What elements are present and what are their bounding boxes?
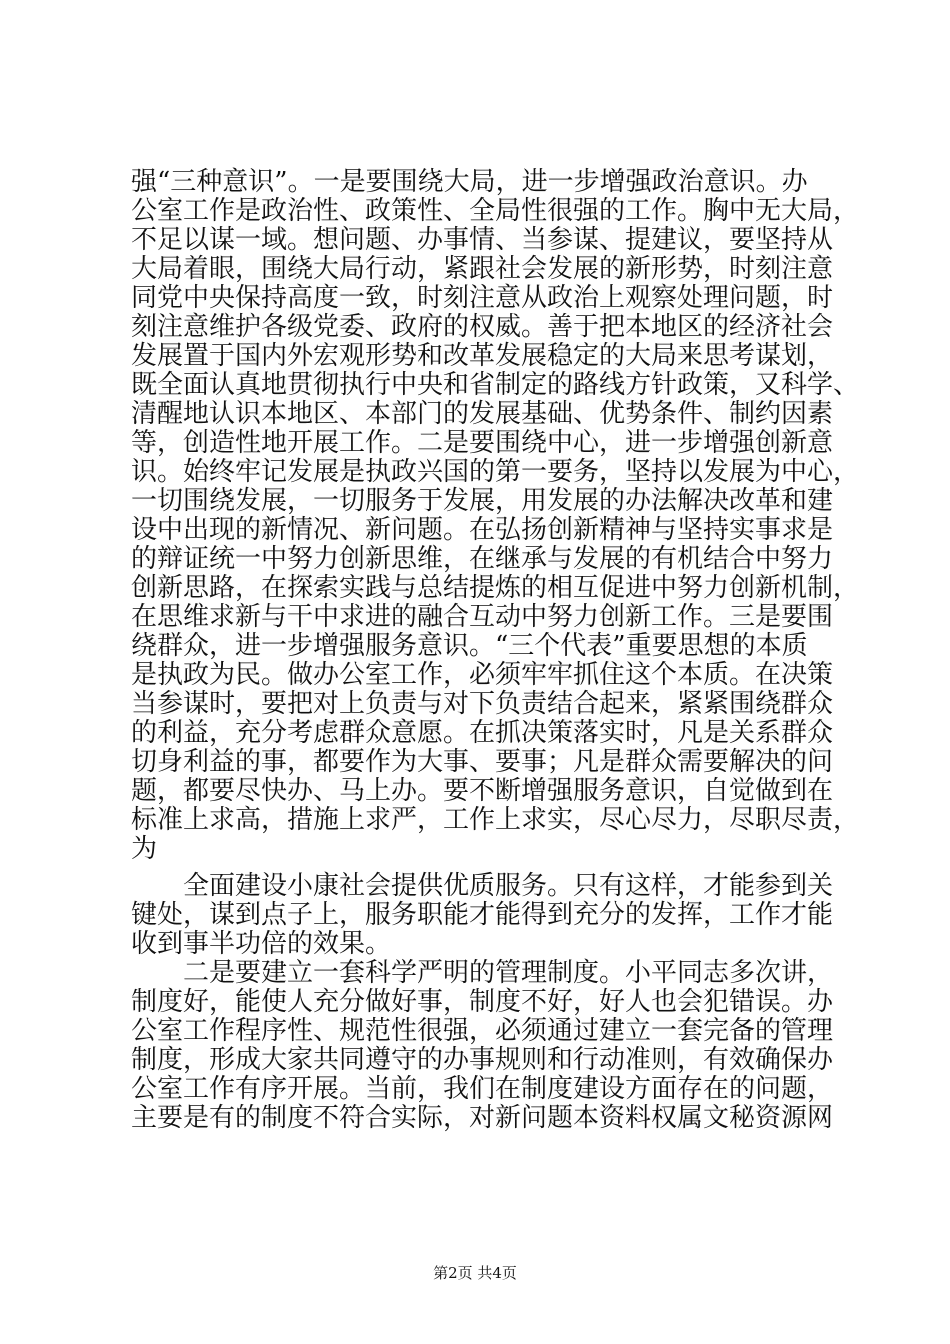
text-line: 题，都要尽快办、马上办。要不断增强服务意识，自觉做到在	[131, 776, 834, 806]
text-line: 制度好，能使人充分做好事，制度不好，好人也会犯错误。办	[131, 987, 834, 1017]
text-line: 大局着眼，围绕大局行动，紧跟社会发展的新形势，时刻注意	[131, 254, 834, 284]
text-line: 是执政为民。做办公室工作，必须牢牢抓住这个本质。在决策	[131, 660, 834, 690]
text-line: 公室工作是政治性、政策性、全局性很强的工作。胸中无大局，	[131, 196, 860, 226]
text-line: 的辩证统一中努力创新思维，在继承与发展的有机结合中努力	[131, 544, 834, 574]
text-line: 刻注意维护各级党委、政府的权威。善于把本地区的经济社会	[131, 312, 834, 342]
text-line: 等，创造性地开展工作。二是要围绕中心，进一步增强创新意	[131, 428, 834, 458]
text-line: 公室工作有序开展。当前，我们在制度建设方面存在的问题，	[131, 1074, 834, 1104]
text-line: 不足以谋一域。想问题、办事情、当参谋、提建议，要坚持从	[131, 225, 834, 255]
text-line: 在思维求新与干中求进的融合互动中努力创新工作。三是要围	[131, 602, 834, 632]
paragraph-3	[131, 958, 834, 1133]
body-text	[131, 167, 860, 1133]
text-line: 全面建设小康社会提供优质服务。只有这样，才能参到关	[183, 871, 834, 901]
text-line: 切身利益的事，都要作为大事、要事；凡是群众需要解决的问	[131, 747, 834, 777]
text-line: 识。始终牢记发展是执政兴国的第一要务，坚持以发展为中心，	[131, 457, 860, 487]
text-line: 发展置于国内外宏观形势和改革发展稳定的大局来思考谋划，	[131, 341, 834, 371]
text-line: 公室工作程序性、规范性很强，必须通过建立一套完备的管理	[131, 1016, 834, 1046]
paragraph-1	[131, 167, 860, 864]
text-line: 制度，形成大家共同遵守的办事规则和行动准则，有效确保办	[131, 1045, 834, 1075]
text-line: 二是要建立一套科学严明的管理制度。小平同志多次讲，	[183, 958, 834, 988]
paragraph-2	[131, 871, 834, 959]
text-line: 强“三种意识”。一是要围绕大局，进一步增强政治意识。办	[131, 167, 808, 197]
text-line: 同党中央保持高度一致，时刻注意从政治上观察处理问题，时	[131, 283, 834, 313]
page-footer: 第2页 共4页	[433, 1264, 517, 1282]
text-line: 主要是有的制度不符合实际，对新问题本资料权属文秘资源网	[131, 1103, 834, 1133]
text-line: 键处，谋到点子上，服务职能才能得到充分的发挥，工作才能	[131, 900, 834, 930]
text-line: 设中出现的新情况、新问题。在弘扬创新精神与坚持实事求是	[131, 515, 834, 545]
text-line: 为	[131, 834, 158, 864]
text-line: 创新思路，在探索实践与总结提炼的相互促进中努力创新机制，	[131, 573, 860, 603]
text-line: 一切围绕发展，一切服务于发展，用发展的办法解决改革和建	[131, 486, 834, 516]
text-line: 既全面认真地贯彻执行中央和省制定的路线方针政策，又科学、	[131, 370, 860, 400]
text-line: 收到事半功倍的效果。	[131, 929, 392, 959]
text-line: 绕群众，进一步增强服务意识。“三个代表”重要思想的本质	[131, 631, 808, 661]
text-line: 标准上求高，措施上求严，工作上求实，尽心尽力，尽职尽责，	[131, 805, 860, 835]
text-line: 当参谋时，要把对上负责与对下负责结合起来，紧紧围绕群众	[131, 689, 834, 719]
text-line: 的利益，充分考虑群众意愿。在抓决策落实时，凡是关系群众	[131, 718, 834, 748]
text-line: 清醒地认识本地区、本部门的发展基础、优势条件、制约因素	[131, 399, 834, 429]
